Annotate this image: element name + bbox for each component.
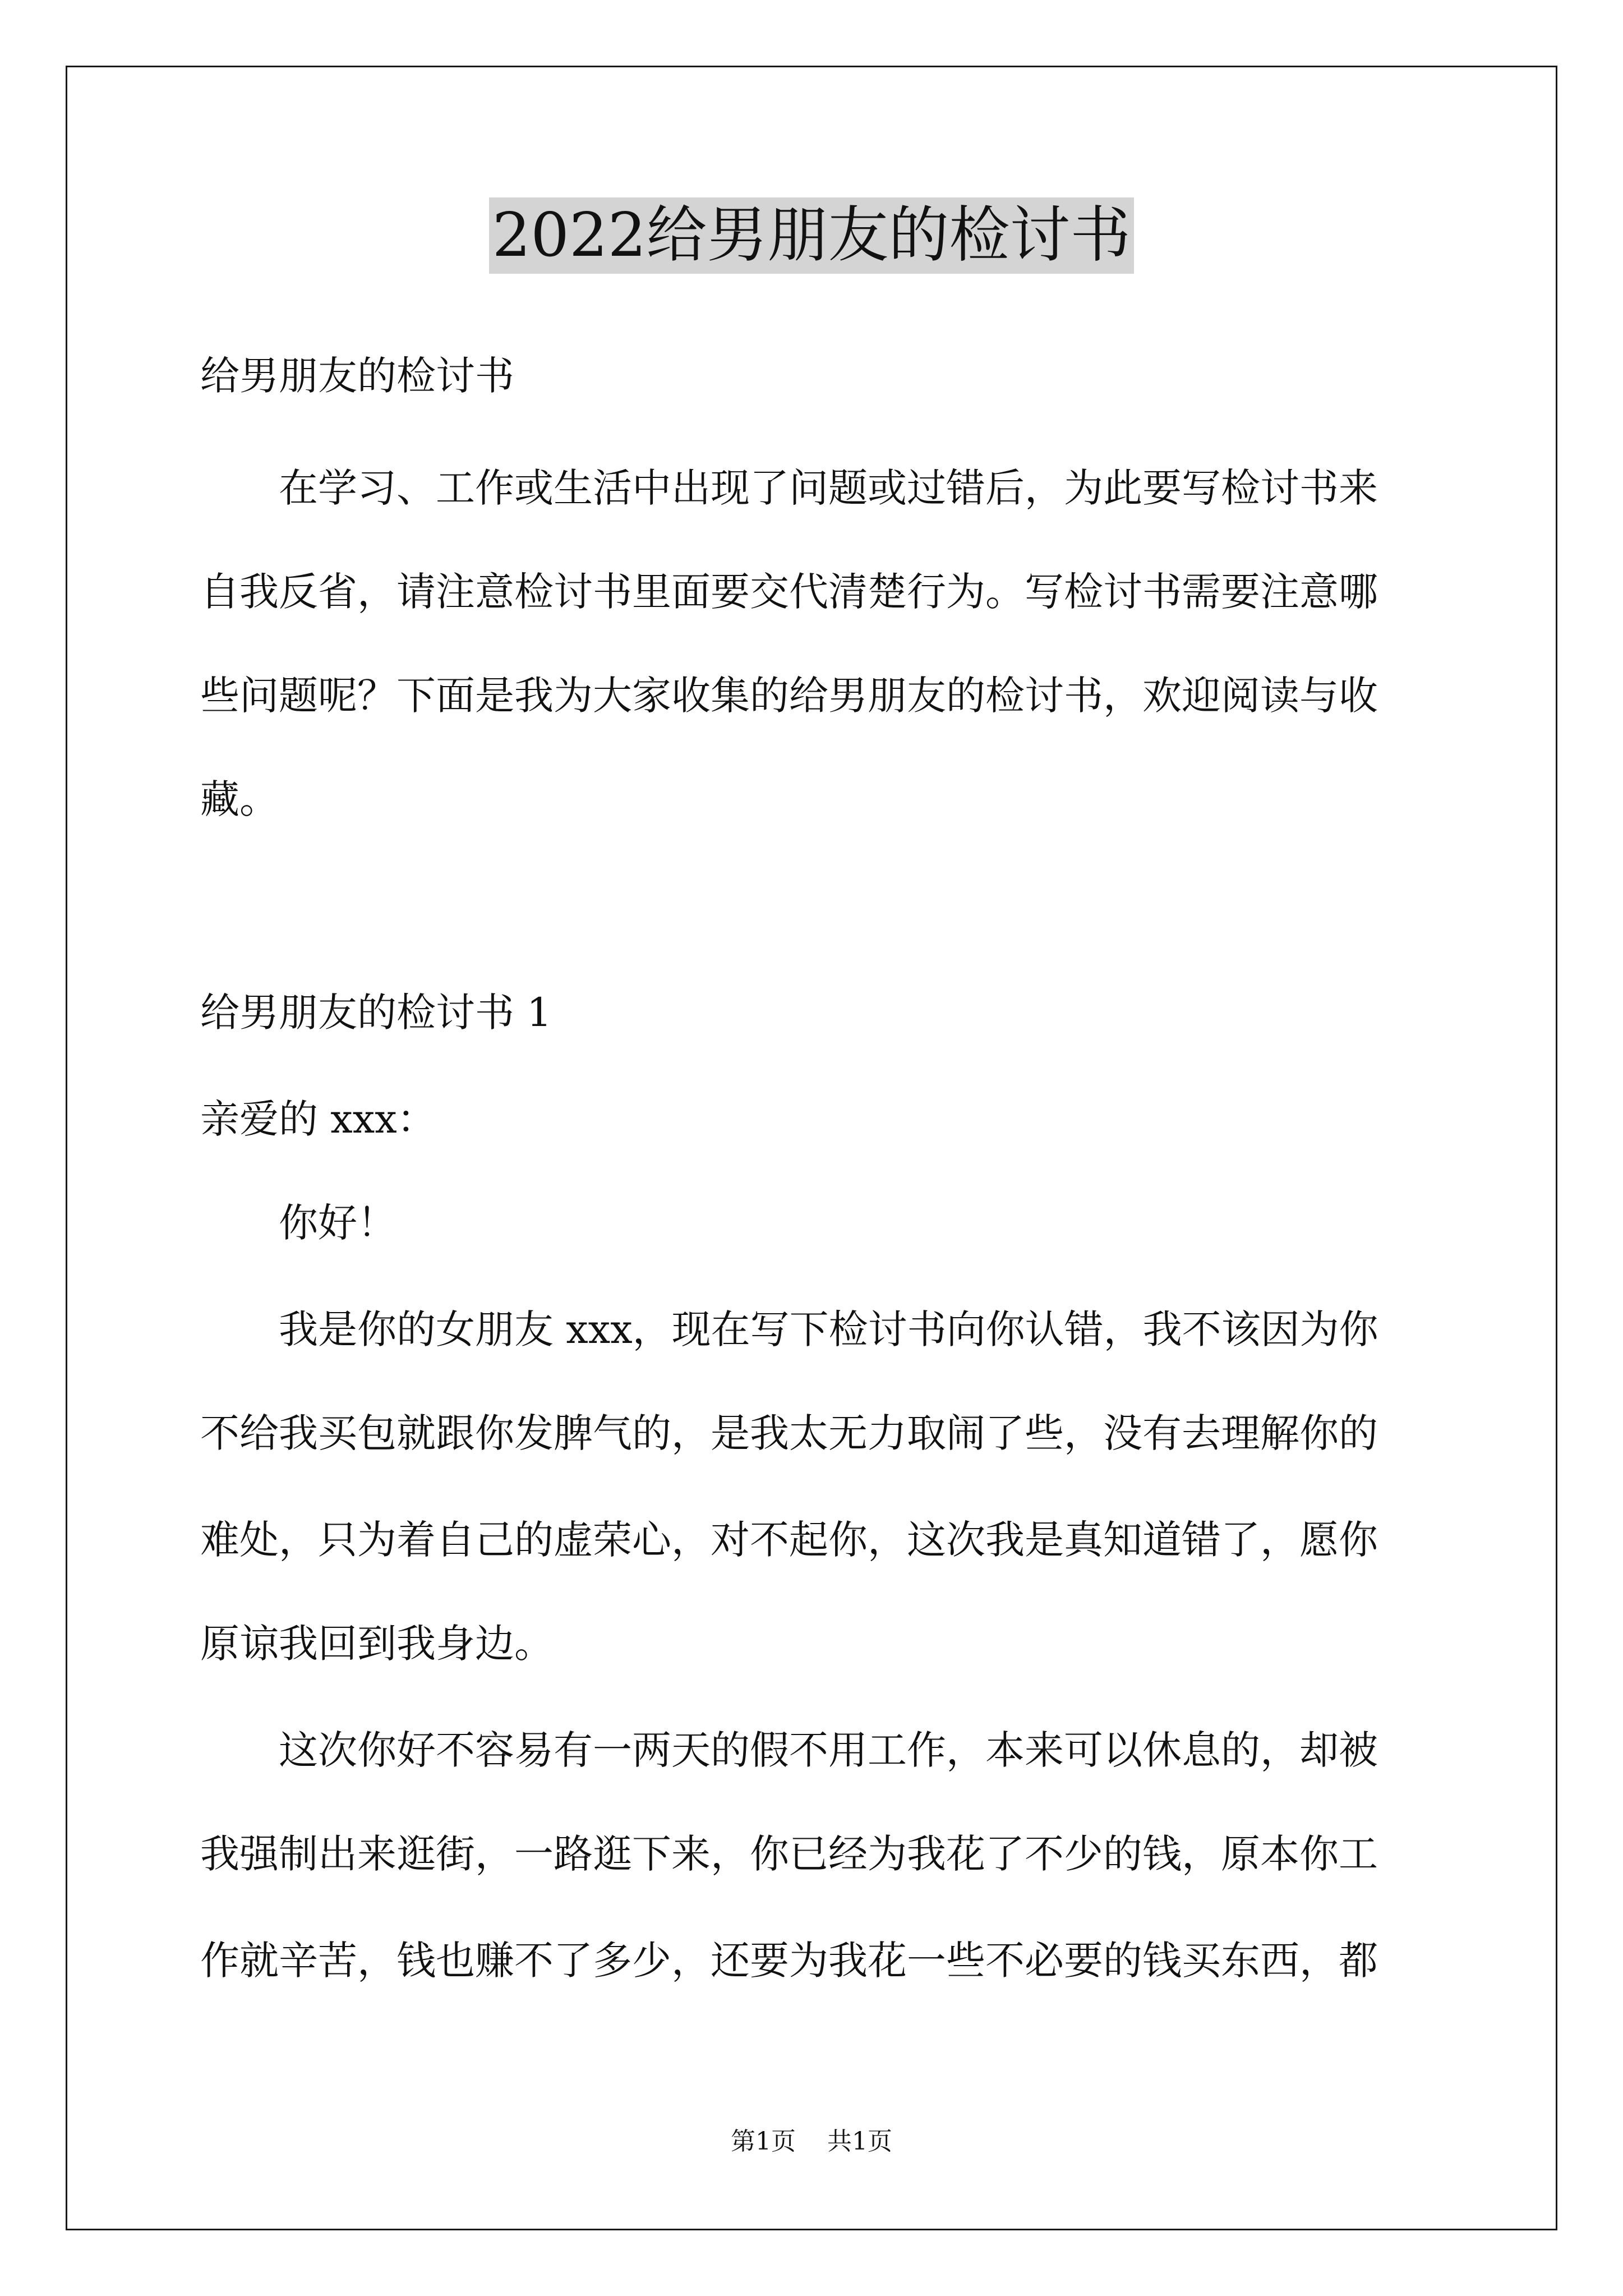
page-footer [0,2125,1623,2159]
title-block [0,197,1623,274]
paragraph-line: 我强制出来逛街，一路逛下来，你已经为我花了不少的钱，原本你工 [200,1831,1378,1877]
paragraph-line: 藏。 [200,776,279,822]
paragraph-line: 原谅我回到我身边。 [200,1621,554,1667]
paragraph-line: 自我反省，请注意检讨书里面要交代清楚行为。写检讨书需要注意哪 [200,569,1378,615]
paragraph-line: 些问题呢？下面是我为大家收集的给男朋友的检讨书，欢迎阅读与收 [200,673,1378,719]
paragraph-line: 在学习、工作或生活中出现了问题或过错后，为此要写检讨书来 [200,465,1378,511]
document-title: 2022给男朋友的检讨书 [489,197,1135,274]
paragraph-line: 这次你好不容易有一两天的假不用工作，本来可以休息的，却被 [200,1727,1378,1773]
salutation: 亲爱的 xxx： [200,1096,436,1142]
page-number-total: 共1页 [827,2127,892,2156]
page-number-current: 第1页 [731,2127,796,2156]
paragraph-line: 作就辛苦，钱也赚不了多少，还要为我花一些不必要的钱买东西，都 [200,1938,1378,1984]
paragraph-line: 我是你的女朋友 xxx，现在写下检讨书向你认错，我不该因为你 [200,1306,1378,1352]
paragraph-line: 不给我买包就跟你发脾气的，是我太无力取闹了些，没有去理解你的 [200,1410,1378,1456]
section-heading: 给男朋友的检讨书 1 [200,990,552,1036]
paragraph-line: 难处，只为着自己的虚荣心，对不起你，这次我是真知道错了，愿你 [200,1517,1378,1563]
greeting: 你好！ [200,1200,396,1246]
subtitle: 给男朋友的检讨书 [200,353,514,399]
